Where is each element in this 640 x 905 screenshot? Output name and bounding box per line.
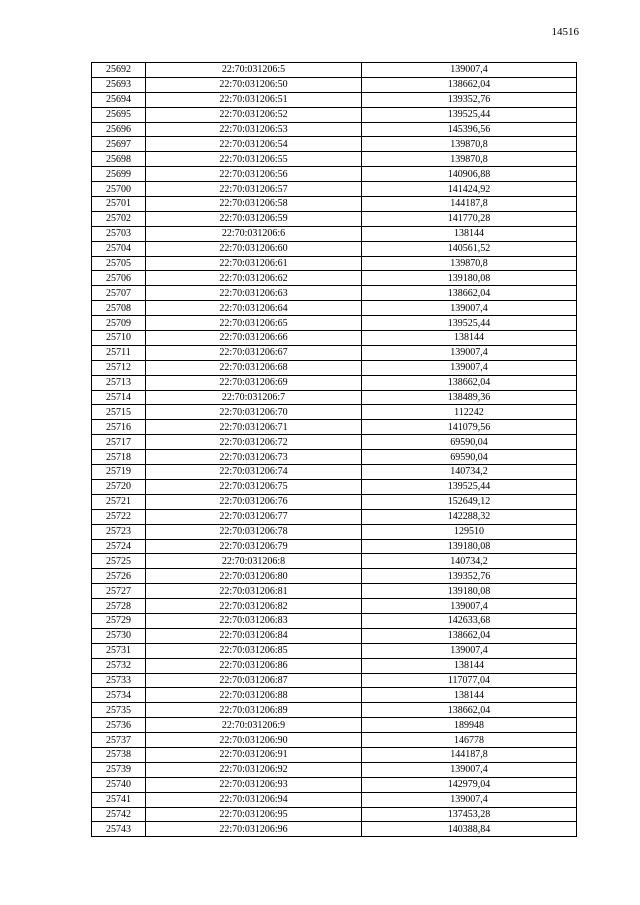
- value-cell: 140906,88: [362, 167, 577, 182]
- row-number-cell: 25713: [92, 375, 146, 390]
- table-row: [92, 271, 577, 286]
- row-number-cell: 25731: [92, 643, 146, 658]
- value-cell: 138662,04: [362, 628, 577, 643]
- table-row: [92, 241, 577, 256]
- table-row: [92, 256, 577, 271]
- table-row: [92, 211, 577, 226]
- cadastral-number-cell: 22:70:031206:86: [146, 658, 362, 673]
- cadastral-number-cell: 22:70:031206:78: [146, 524, 362, 539]
- cadastral-number-cell: 22:70:031206:62: [146, 271, 362, 286]
- cadastral-number-cell: 22:70:031206:72: [146, 435, 362, 450]
- row-number-cell: 25705: [92, 256, 146, 271]
- table-row: [92, 762, 577, 777]
- value-cell: 140561,52: [362, 241, 577, 256]
- cadastral-number-cell: 22:70:031206:70: [146, 405, 362, 420]
- cadastral-number-cell: 22:70:031206:71: [146, 420, 362, 435]
- cadastral-number-cell: 22:70:031206:8: [146, 554, 362, 569]
- table-row: [92, 792, 577, 807]
- value-cell: 138662,04: [362, 375, 577, 390]
- table-row: [92, 509, 577, 524]
- table-row: [92, 197, 577, 212]
- row-number-cell: 25735: [92, 703, 146, 718]
- cadastral-number-cell: 22:70:031206:83: [146, 613, 362, 628]
- cadastral-number-cell: 22:70:031206:76: [146, 494, 362, 509]
- value-cell: 138144: [362, 226, 577, 241]
- cadastral-number-cell: 22:70:031206:93: [146, 777, 362, 792]
- row-number-cell: 25708: [92, 301, 146, 316]
- row-number-cell: 25698: [92, 152, 146, 167]
- value-cell: 139870,8: [362, 137, 577, 152]
- value-cell: 144187,8: [362, 197, 577, 212]
- cadastral-number-cell: 22:70:031206:68: [146, 360, 362, 375]
- value-cell: 145396,56: [362, 122, 577, 137]
- table-row: [92, 643, 577, 658]
- table-row: [92, 167, 577, 182]
- row-number-cell: 25724: [92, 539, 146, 554]
- value-cell: 139180,08: [362, 584, 577, 599]
- value-cell: 139870,8: [362, 256, 577, 271]
- cadastral-number-cell: 22:70:031206:5: [146, 63, 362, 78]
- table-row: [92, 733, 577, 748]
- value-cell: 138662,04: [362, 77, 577, 92]
- table-row: [92, 375, 577, 390]
- cadastral-number-cell: 22:70:031206:77: [146, 509, 362, 524]
- value-cell: 138144: [362, 658, 577, 673]
- row-number-cell: 25693: [92, 77, 146, 92]
- value-cell: 138662,04: [362, 286, 577, 301]
- row-number-cell: 25709: [92, 316, 146, 331]
- row-number-cell: 25723: [92, 524, 146, 539]
- row-number-cell: 25692: [92, 63, 146, 78]
- table-row: [92, 316, 577, 331]
- table-row: [92, 747, 577, 762]
- row-number-cell: 25738: [92, 747, 146, 762]
- row-number-cell: 25712: [92, 360, 146, 375]
- table-row: [92, 92, 577, 107]
- value-cell: 139007,4: [362, 345, 577, 360]
- row-number-cell: 25734: [92, 688, 146, 703]
- cadastral-number-cell: 22:70:031206:59: [146, 211, 362, 226]
- cadastral-number-cell: 22:70:031206:67: [146, 345, 362, 360]
- table-row: [92, 286, 577, 301]
- table-row: [92, 569, 577, 584]
- row-number-cell: 25743: [92, 822, 146, 837]
- row-number-cell: 25728: [92, 599, 146, 614]
- table-row: [92, 226, 577, 241]
- cadastral-number-cell: 22:70:031206:55: [146, 152, 362, 167]
- row-number-cell: 25725: [92, 554, 146, 569]
- table-row: [92, 405, 577, 420]
- table-row: [92, 539, 577, 554]
- cadastral-number-cell: 22:70:031206:74: [146, 465, 362, 480]
- row-number-cell: 25714: [92, 390, 146, 405]
- value-cell: 139180,08: [362, 539, 577, 554]
- table-row: [92, 584, 577, 599]
- table-row: [92, 658, 577, 673]
- table-row: [92, 301, 577, 316]
- row-number-cell: 25737: [92, 733, 146, 748]
- cadastral-number-cell: 22:70:031206:88: [146, 688, 362, 703]
- row-number-cell: 25721: [92, 494, 146, 509]
- cadastral-number-cell: 22:70:031206:50: [146, 77, 362, 92]
- cadastral-number-cell: 22:70:031206:6: [146, 226, 362, 241]
- row-number-cell: 25697: [92, 137, 146, 152]
- table-row: [92, 494, 577, 509]
- table-row: [92, 345, 577, 360]
- table-row: [92, 703, 577, 718]
- row-number-cell: 25726: [92, 569, 146, 584]
- value-cell: 142288,32: [362, 509, 577, 524]
- row-number-cell: 25715: [92, 405, 146, 420]
- table-row: [92, 152, 577, 167]
- table-row: [92, 107, 577, 122]
- cadastral-number-cell: 22:70:031206:58: [146, 197, 362, 212]
- value-cell: 146778: [362, 733, 577, 748]
- cadastral-number-cell: 22:70:031206:53: [146, 122, 362, 137]
- row-number-cell: 25733: [92, 673, 146, 688]
- value-cell: 139352,76: [362, 569, 577, 584]
- table-row: [92, 613, 577, 628]
- cadastral-number-cell: 22:70:031206:92: [146, 762, 362, 777]
- value-cell: 138144: [362, 331, 577, 346]
- cadastral-number-cell: 22:70:031206:54: [146, 137, 362, 152]
- table-row: [92, 137, 577, 152]
- cadastral-number-cell: 22:70:031206:95: [146, 807, 362, 822]
- value-cell: 117077,04: [362, 673, 577, 688]
- row-number-cell: 25700: [92, 182, 146, 197]
- row-number-cell: 25706: [92, 271, 146, 286]
- row-number-cell: 25719: [92, 465, 146, 480]
- cadastral-number-cell: 22:70:031206:9: [146, 718, 362, 733]
- table-row: [92, 777, 577, 792]
- table-row: [92, 435, 577, 450]
- cadastral-number-cell: 22:70:031206:90: [146, 733, 362, 748]
- value-cell: 189948: [362, 718, 577, 733]
- table-row: [92, 599, 577, 614]
- cadastral-number-cell: 22:70:031206:96: [146, 822, 362, 837]
- row-number-cell: 25711: [92, 345, 146, 360]
- value-cell: 69590,04: [362, 450, 577, 465]
- table-row: [92, 63, 577, 78]
- table-row: [92, 524, 577, 539]
- table-row: [92, 450, 577, 465]
- row-number-cell: 25732: [92, 658, 146, 673]
- row-number-cell: 25716: [92, 420, 146, 435]
- page-number: 14516: [551, 26, 579, 38]
- table-row: [92, 77, 577, 92]
- cadastral-number-cell: 22:70:031206:84: [146, 628, 362, 643]
- row-number-cell: 25729: [92, 613, 146, 628]
- cadastral-number-cell: 22:70:031206:79: [146, 539, 362, 554]
- table-row: [92, 360, 577, 375]
- row-number-cell: 25703: [92, 226, 146, 241]
- cadastral-number-cell: 22:70:031206:7: [146, 390, 362, 405]
- cadastral-value-table: [91, 62, 577, 837]
- cadastral-number-cell: 22:70:031206:56: [146, 167, 362, 182]
- row-number-cell: 25696: [92, 122, 146, 137]
- cadastral-number-cell: 22:70:031206:73: [146, 450, 362, 465]
- value-cell: 129510: [362, 524, 577, 539]
- value-cell: 140734,2: [362, 554, 577, 569]
- value-cell: 69590,04: [362, 435, 577, 450]
- row-number-cell: 25730: [92, 628, 146, 643]
- table-row: [92, 822, 577, 837]
- table-row: [92, 122, 577, 137]
- cadastral-number-cell: 22:70:031206:75: [146, 479, 362, 494]
- row-number-cell: 25694: [92, 92, 146, 107]
- row-number-cell: 25701: [92, 197, 146, 212]
- value-cell: 139007,4: [362, 360, 577, 375]
- table-row: [92, 673, 577, 688]
- value-cell: 142633,68: [362, 613, 577, 628]
- cadastral-number-cell: 22:70:031206:57: [146, 182, 362, 197]
- cadastral-number-cell: 22:70:031206:94: [146, 792, 362, 807]
- table-row: [92, 688, 577, 703]
- value-cell: 138489,36: [362, 390, 577, 405]
- cadastral-number-cell: 22:70:031206:87: [146, 673, 362, 688]
- cadastral-number-cell: 22:70:031206:85: [146, 643, 362, 658]
- row-number-cell: 25718: [92, 450, 146, 465]
- value-cell: 141424,92: [362, 182, 577, 197]
- cadastral-number-cell: 22:70:031206:61: [146, 256, 362, 271]
- cadastral-number-cell: 22:70:031206:51: [146, 92, 362, 107]
- value-cell: 139180,08: [362, 271, 577, 286]
- value-cell: 152649,12: [362, 494, 577, 509]
- row-number-cell: 25742: [92, 807, 146, 822]
- value-cell: 139007,4: [362, 643, 577, 658]
- value-cell: 137453,28: [362, 807, 577, 822]
- value-cell: 141770,28: [362, 211, 577, 226]
- table-row: [92, 807, 577, 822]
- cadastral-number-cell: 22:70:031206:64: [146, 301, 362, 316]
- value-cell: 141079,56: [362, 420, 577, 435]
- row-number-cell: 25707: [92, 286, 146, 301]
- cadastral-number-cell: 22:70:031206:66: [146, 331, 362, 346]
- row-number-cell: 25710: [92, 331, 146, 346]
- table-row: [92, 479, 577, 494]
- value-cell: 139007,4: [362, 762, 577, 777]
- row-number-cell: 25702: [92, 211, 146, 226]
- value-cell: 144187,8: [362, 747, 577, 762]
- value-cell: 139525,44: [362, 479, 577, 494]
- value-cell: 139007,4: [362, 792, 577, 807]
- row-number-cell: 25727: [92, 584, 146, 599]
- value-cell: 139525,44: [362, 107, 577, 122]
- value-cell: 112242: [362, 405, 577, 420]
- value-cell: 139007,4: [362, 301, 577, 316]
- cadastral-number-cell: 22:70:031206:89: [146, 703, 362, 718]
- row-number-cell: 25720: [92, 479, 146, 494]
- row-number-cell: 25717: [92, 435, 146, 450]
- value-cell: 139007,4: [362, 63, 577, 78]
- table-row: [92, 182, 577, 197]
- table-row: [92, 420, 577, 435]
- cadastral-number-cell: 22:70:031206:65: [146, 316, 362, 331]
- row-number-cell: 25739: [92, 762, 146, 777]
- cadastral-number-cell: 22:70:031206:69: [146, 375, 362, 390]
- table-row: [92, 331, 577, 346]
- row-number-cell: 25736: [92, 718, 146, 733]
- cadastral-number-cell: 22:70:031206:80: [146, 569, 362, 584]
- value-cell: 139352,76: [362, 92, 577, 107]
- value-cell: 140388,84: [362, 822, 577, 837]
- value-cell: 140734,2: [362, 465, 577, 480]
- cadastral-number-cell: 22:70:031206:60: [146, 241, 362, 256]
- row-number-cell: 25740: [92, 777, 146, 792]
- cadastral-number-cell: 22:70:031206:91: [146, 747, 362, 762]
- value-cell: 138662,04: [362, 703, 577, 718]
- value-cell: 139007,4: [362, 599, 577, 614]
- table-body: [92, 63, 577, 837]
- table-row: [92, 628, 577, 643]
- row-number-cell: 25704: [92, 241, 146, 256]
- value-cell: 139870,8: [362, 152, 577, 167]
- row-number-cell: 25699: [92, 167, 146, 182]
- cadastral-number-cell: 22:70:031206:82: [146, 599, 362, 614]
- table-row: [92, 554, 577, 569]
- table-row: [92, 718, 577, 733]
- row-number-cell: 25722: [92, 509, 146, 524]
- cadastral-number-cell: 22:70:031206:63: [146, 286, 362, 301]
- cadastral-number-cell: 22:70:031206:52: [146, 107, 362, 122]
- value-cell: 138144: [362, 688, 577, 703]
- cadastral-number-cell: 22:70:031206:81: [146, 584, 362, 599]
- table-row: [92, 465, 577, 480]
- row-number-cell: 25695: [92, 107, 146, 122]
- row-number-cell: 25741: [92, 792, 146, 807]
- table-row: [92, 390, 577, 405]
- value-cell: 139525,44: [362, 316, 577, 331]
- value-cell: 142979,04: [362, 777, 577, 792]
